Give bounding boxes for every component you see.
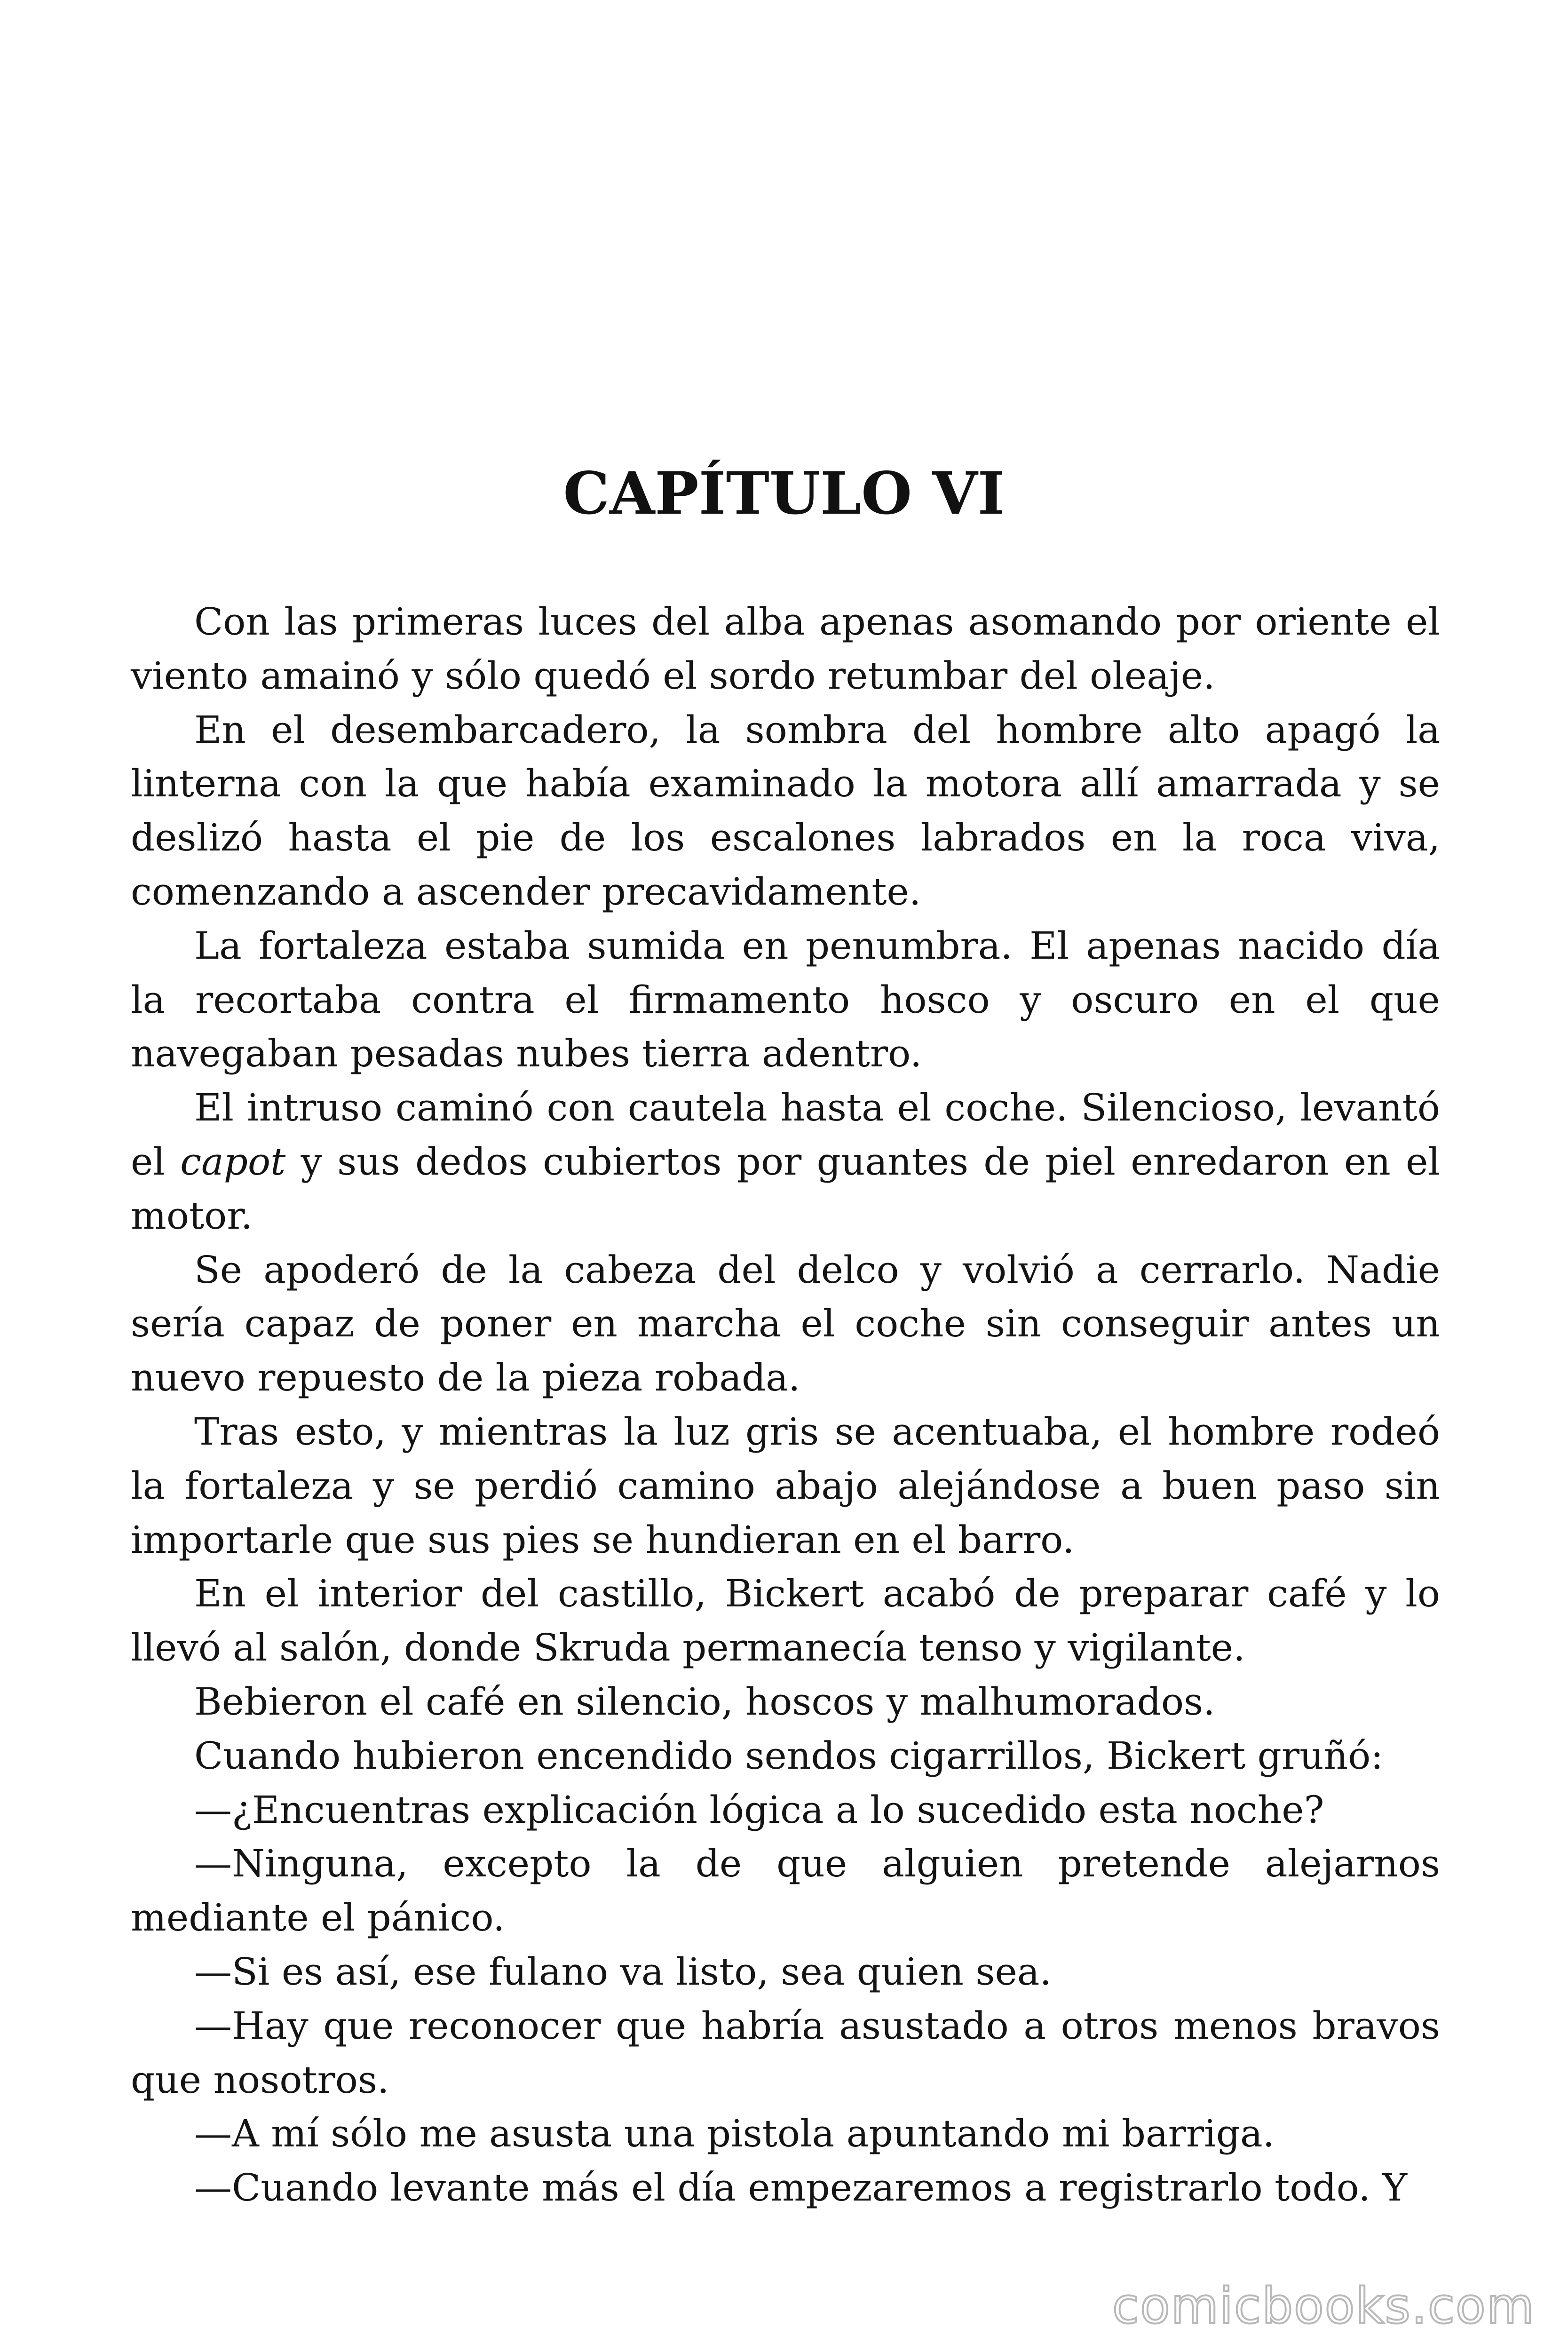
dialogue-line: —Ninguna, excepto la de que alguien pretende alejarnos mediante el pánico.	[131, 1842, 1440, 1940]
paragraph: Se apoderó de la cabeza del delco y volvió a cerrarlo. Nadie sería capaz de poner en marcha el coche sin conseguir antes un nuevo repuesto de la pieza robada.	[131, 1248, 1440, 1400]
watermark: comicbooks.com	[1112, 2277, 1535, 2335]
paragraph	[131, 1081, 1440, 1243]
italic-term: capot	[180, 1139, 286, 1184]
dialogue-line: —Si es así, ese fulano va listo, sea quien sea.	[194, 1949, 1052, 1994]
dialogue-line: —A mí sólo me asusta una pistola apuntando mi barriga.	[194, 2112, 1275, 2156]
paragraph: Cuando hubieron encendido sendos cigarrillos, Bickert gruñó:	[194, 1733, 1384, 1778]
chapter-title: CAPÍTULO VI	[563, 460, 1005, 528]
paragraph: En el desembarcadero, la sombra del hombre alto apagó la linterna con la que había examinado la motora allí amarrada y se deslizó hasta el pie de los escalones labrados en la roca viva, comenzando a ascender precavidamente.	[131, 707, 1440, 914]
paragraph-text-after: y sus dedos cubiertos por guantes de piel enredaron en el motor.	[131, 1139, 1440, 1238]
dialogue-line: —Cuando levante más el día empezaremos a registrarlo todo. Y	[194, 2166, 1408, 2210]
paragraph-text-before: El intruso caminó con cautela hasta el coche. Silencioso, levantó el	[131, 1086, 1440, 1184]
dialogue-line: —Hay que reconocer que habría asustado a otros menos bravos que nosotros.	[131, 2003, 1440, 2102]
paragraph: Con las primeras luces del alba apenas asomando por oriente el viento amainó y sólo quedó el sordo retumbar del oleaje.	[131, 600, 1440, 698]
body-text	[131, 595, 1440, 2215]
paragraph: La fortaleza estaba sumida en penumbra. El apenas nacido día la recortaba contra el firmamento hosco y oscuro en el que navegaban pesadas nubes tierra adentro.	[131, 923, 1440, 1076]
dialogue-line: —¿Encuentras explicación lógica a lo sucedido esta noche?	[194, 1788, 1324, 1832]
paragraph: Bebieron el café en silencio, hoscos y malhumorados.	[194, 1679, 1215, 1724]
paragraph: Tras esto, y mientras la luz gris se acentuaba, el hombre rodeó la fortaleza y se perdió camino abajo alejándose a buen paso sin importarle que sus pies se hundieran en el barro.	[131, 1409, 1440, 1562]
paragraph: En el interior del castillo, Bickert acabó de preparar café y lo llevó al salón, donde Skruda permanecía tenso y vigilante.	[131, 1572, 1440, 1670]
